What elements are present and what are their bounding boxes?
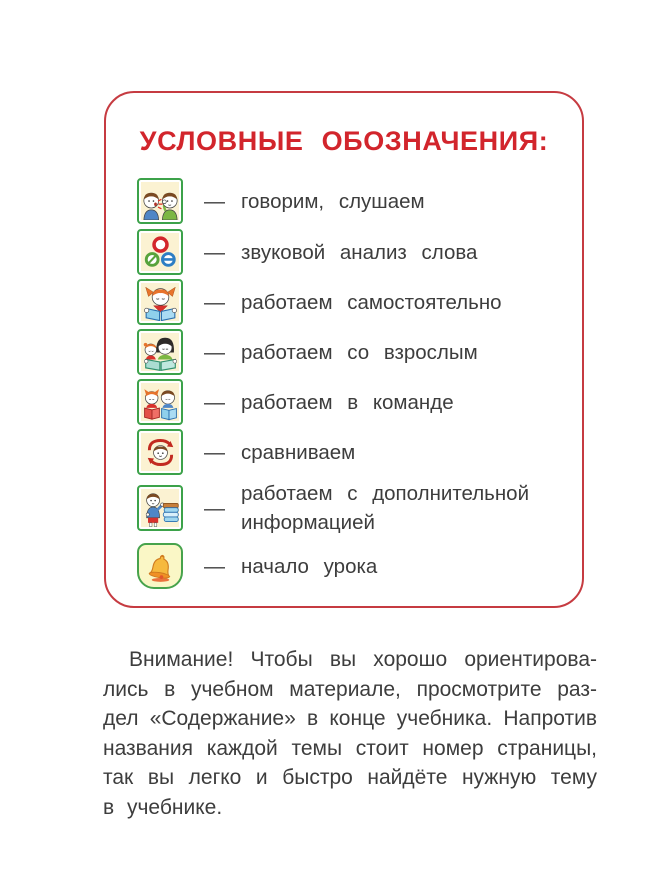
dash: — (204, 189, 225, 213)
attention-note (103, 645, 597, 822)
legend-title: УСЛОВНЫЕ ОБОЗНАЧЕНИЯ: (139, 126, 549, 156)
extra-info-icon (137, 485, 183, 531)
legend-item-work-in-team (137, 379, 454, 425)
legend-item-label: работаем самостоятельно (241, 290, 502, 314)
dash: — (204, 340, 225, 364)
legend-item-label: работаем с дополнительной информацией (241, 482, 530, 534)
legend-box (104, 91, 584, 608)
legend-item-label: звуковой анализ слова (241, 240, 478, 264)
compare-icon (137, 429, 183, 475)
note-line: лись в учебном материале, просмотрите раз- (103, 677, 597, 701)
talking-listening-icon (137, 178, 183, 224)
legend-item-label: работаем в команде (241, 390, 454, 414)
legend-item-extra-info (137, 479, 571, 537)
note-line: названия каждой темы стоит номер страницы, (103, 736, 597, 760)
legend-item-label: говорим, слушаем (241, 189, 425, 213)
children-team-icon (137, 379, 183, 425)
note-line: в учебнике. (103, 795, 223, 819)
dash: — (204, 240, 225, 264)
legend-item-label: сравниваем (241, 440, 356, 464)
girl-reading-icon (137, 279, 183, 325)
dash: — (204, 554, 225, 578)
sound-analysis-icon (137, 229, 183, 275)
dash: — (204, 290, 225, 314)
legend-item-label: начало урока (241, 554, 378, 578)
dash: — (204, 496, 225, 520)
note-line: так вы легко и быстро найдёте нужную тему (103, 766, 597, 789)
legend-item-label: работаем со взрослым (241, 340, 478, 364)
legend-item-work-with-adult (137, 329, 478, 375)
dash: — (204, 390, 225, 414)
legend-item-compare (137, 429, 355, 475)
legend-item-lesson-start (137, 543, 377, 589)
legend-item-sound-analysis (137, 229, 477, 275)
note-line: Внимание! Чтобы вы хорошо ориентирова- (129, 648, 597, 671)
note-line: дел «Содержание» в конце учебника. Напротив (103, 707, 597, 730)
lesson-bell-icon (137, 543, 183, 589)
adult-child-reading-icon (137, 329, 183, 375)
legend-item-work-alone (137, 279, 502, 325)
legend-item-speaking-listening (137, 178, 425, 224)
dash: — (204, 440, 225, 464)
